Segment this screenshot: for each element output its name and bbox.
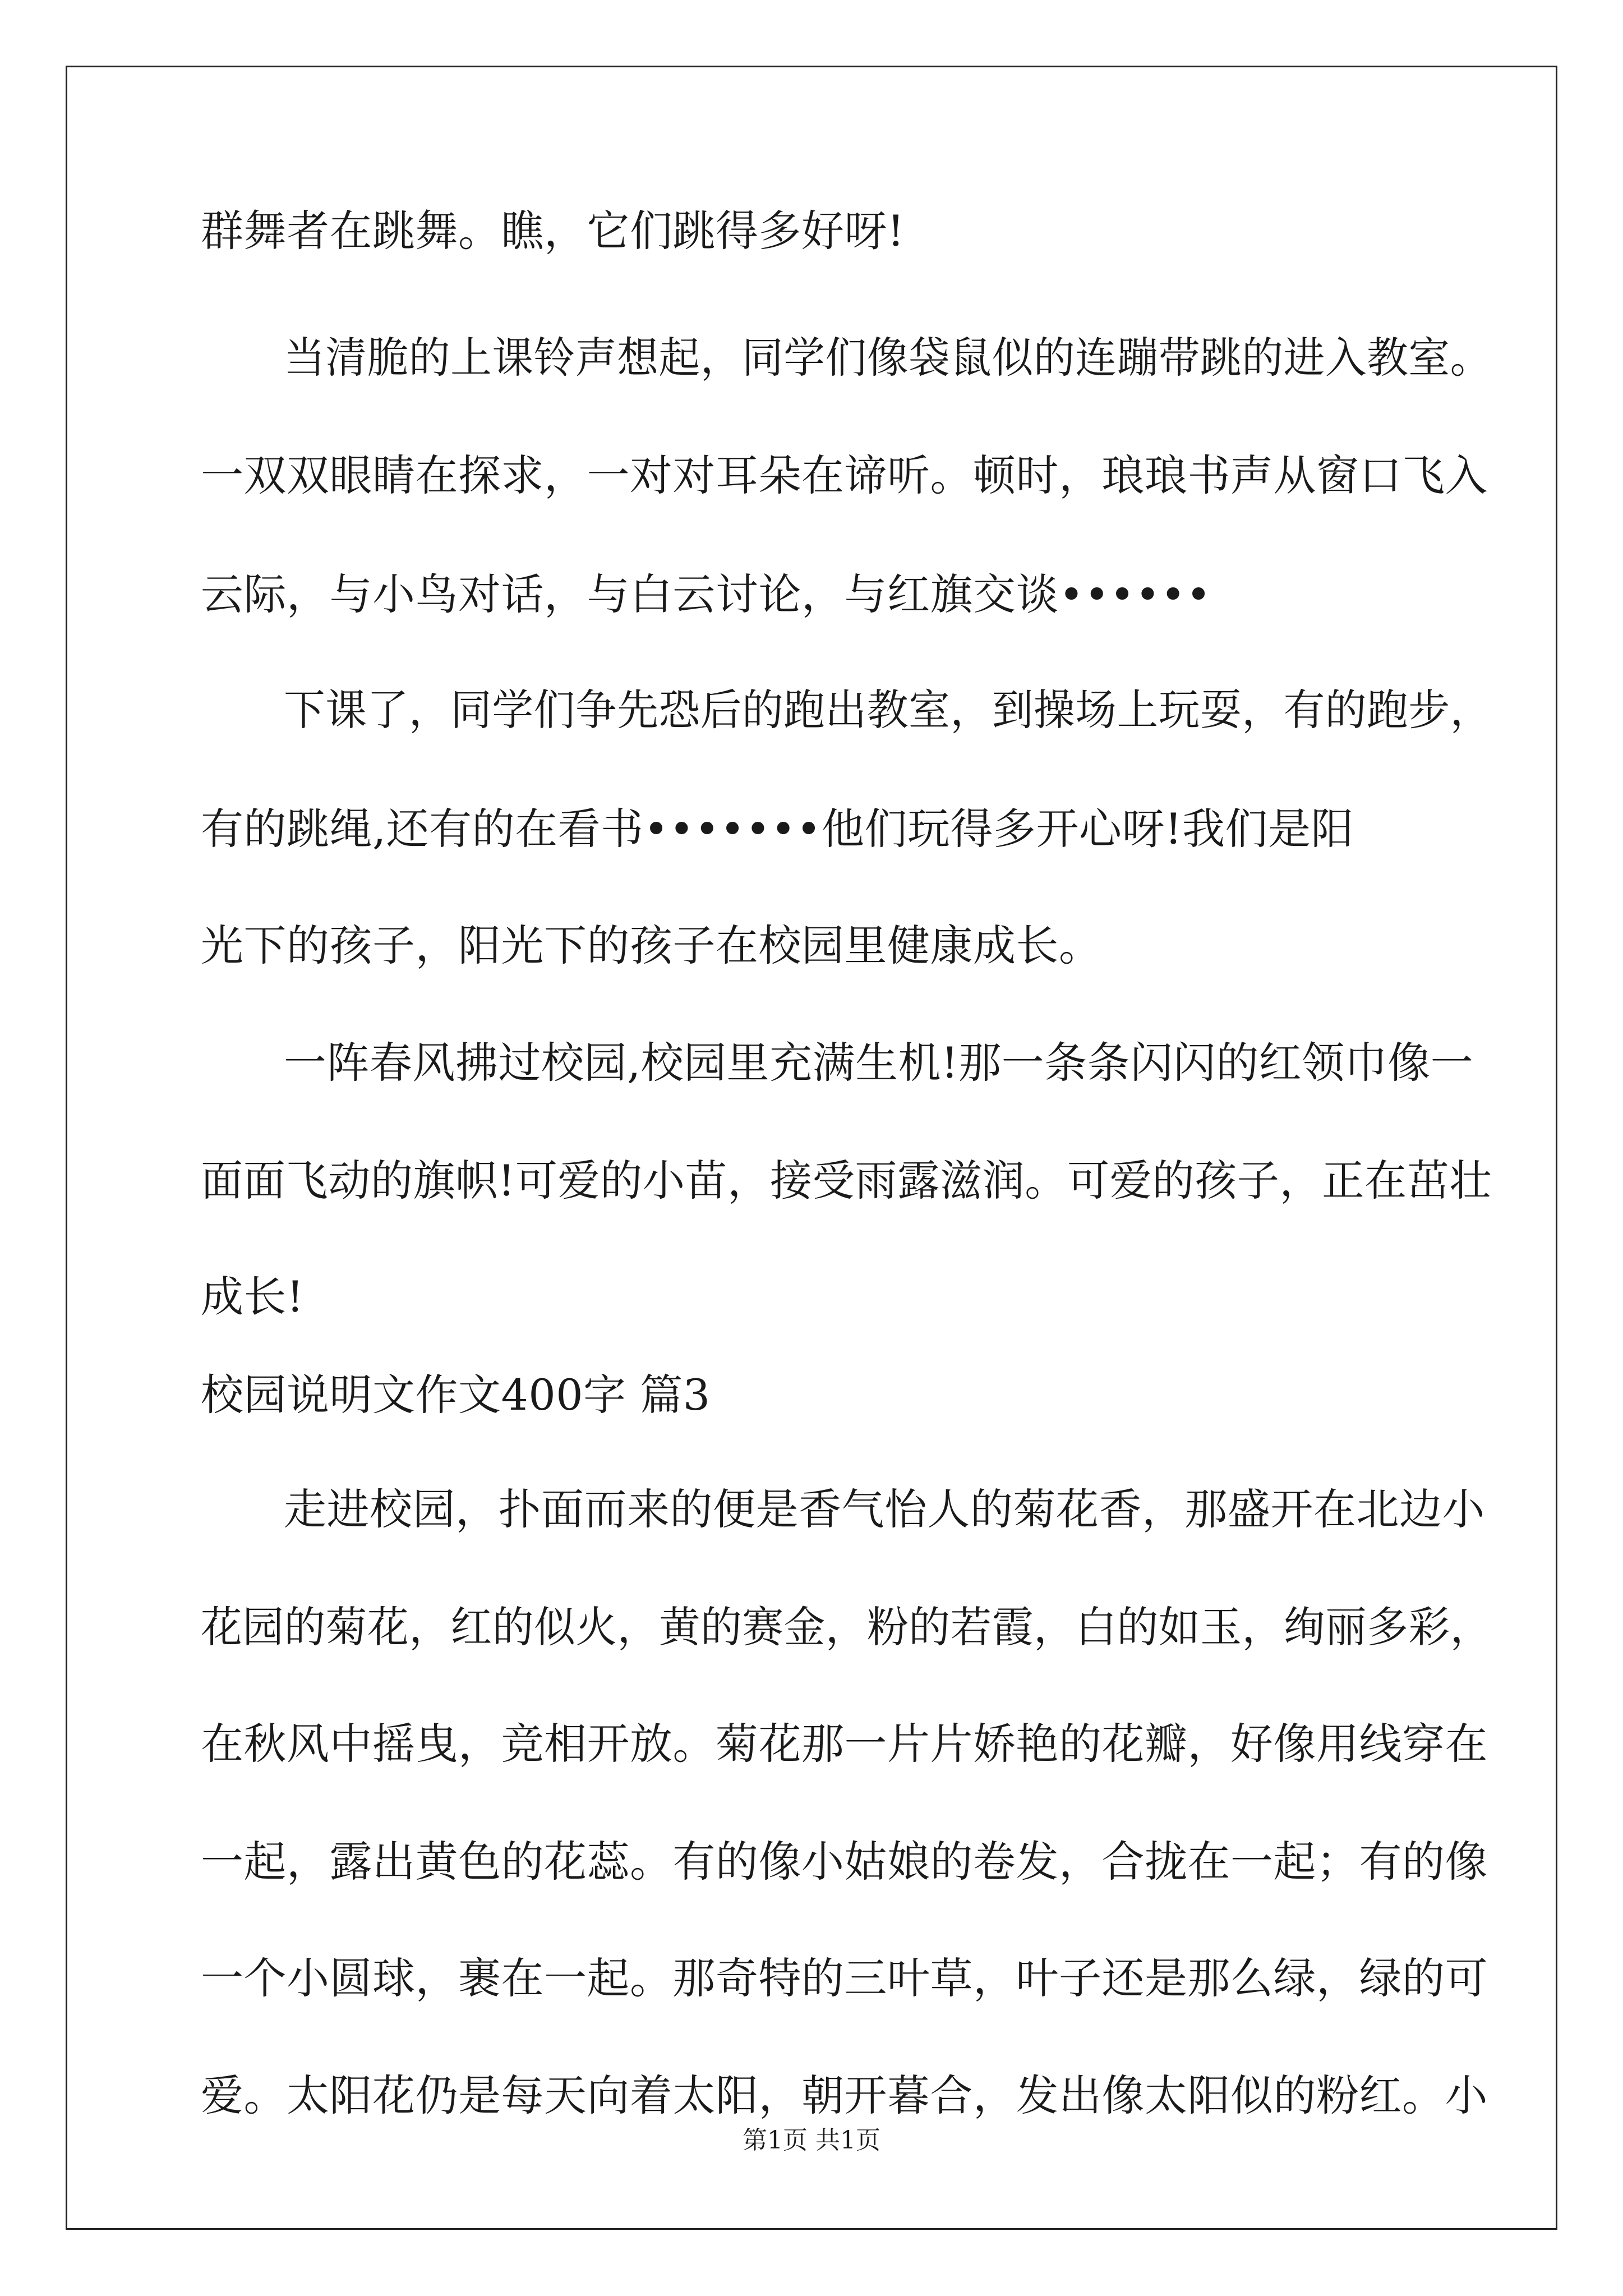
paragraph-start: 走进校园，扑面而来的便是香气怡人的菊花香，那盛开在北边小 (284, 1484, 1485, 1534)
text-line: 一双双眼睛在探求，一对对耳朵在谛听。顿时，琅琅书声从窗口飞入 (201, 450, 1488, 500)
text-line: 成长! (201, 1272, 305, 1322)
text-line: 有的跳绳,还有的在看书•••••••他们玩得多开心呀!我们是阳 (201, 804, 1354, 854)
page-border (66, 66, 1557, 2230)
page-footer: 第1页 共1页 (743, 2126, 880, 2155)
text-line: 群舞者在跳舞。瞧，它们跳得多好呀! (201, 206, 905, 256)
paragraph-start: 当清脆的上课铃声想起，同学们像袋鼠似的连蹦带跳的进入教室。 (284, 333, 1492, 383)
text-line: 一起，露出黄色的花蕊。有的像小姑娘的卷发，合拢在一起；有的像 (201, 1837, 1488, 1887)
text-line: 爱。太阳花仍是每天向着太阳，朝开暮合，发出像太阳似的粉红。小 (201, 2070, 1488, 2120)
section-heading: 校园说明文作文400字 篇3 (201, 1370, 711, 1420)
text-line: 一个小圆球，裹在一起。那奇特的三叶草，叶子还是那么绿，绿的可 (201, 1953, 1488, 2003)
text-line: 云际，与小鸟对话，与白云讨论，与红旗交谈•••••• (201, 569, 1211, 619)
text-line: 花园的菊花，红的似火，黄的赛金，粉的若霞，白的如玉，绚丽多彩， (201, 1602, 1492, 1652)
text-line: 在秋风中摇曳，竞相开放。菊花那一片片娇艳的花瓣，好像用线穿在 (201, 1719, 1488, 1769)
paragraph-start: 下课了，同学们争先恐后的跑出教室，到操场上玩耍，有的跑步， (284, 685, 1492, 735)
text-line: 光下的孩子，阳光下的孩子在校园里健康成长。 (201, 921, 1102, 970)
text-line: 面面飞动的旗帜!可爱的小苗，接受雨露滋润。可爱的孩子，正在茁壮 (201, 1156, 1492, 1205)
paragraph-start: 一阵春风拂过校园,校园里充满生机!那一条条闪闪的红领巾像一 (284, 1038, 1474, 1088)
